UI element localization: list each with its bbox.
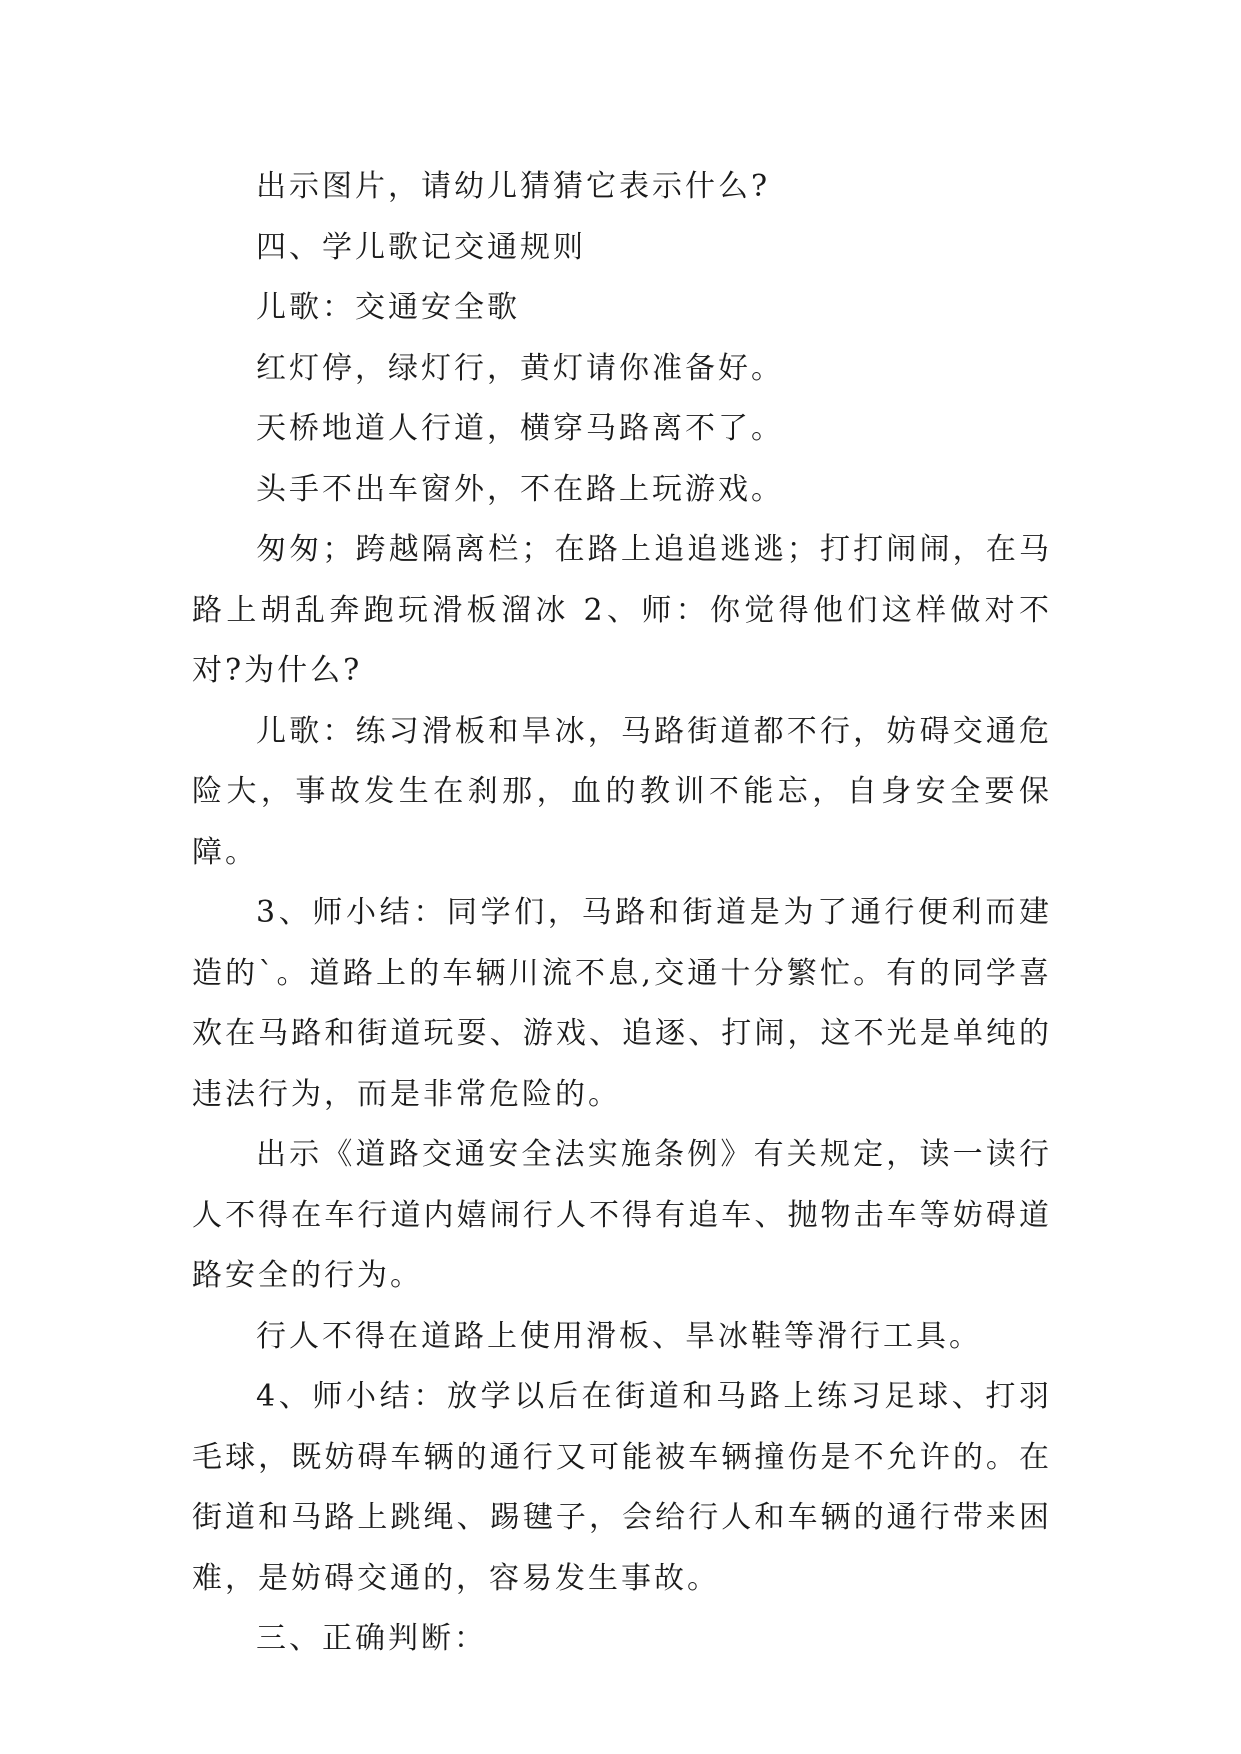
paragraph: 儿歌：交通安全歌 — [256, 290, 520, 325]
paragraph: 行人不得在道路上使用滑板、旱冰鞋等滑行工具。 — [256, 1318, 982, 1354]
paragraph: 天桥地道人行道，横穿马路离不了。 — [256, 411, 784, 446]
paragraph: 3、师小结：同学们，马路和街道是为了通行便利而建造的`。道路上的车辆川流不息,交通十分繁忙。有的同学喜欢在马路和街道玩耍、游戏、追逐、打闹，这不光是单纯的违法行为，而是非常危险的。 — [192, 895, 1052, 1112]
paragraph: 红灯停，绿灯行，黄灯请你准备好。 — [256, 350, 784, 386]
paragraph: 儿歌：练习滑板和旱冰，马路街道都不行，妨碍交通危险大，事故发生在刹那，血的教训不能忘，自身安全要保障。 — [192, 713, 1052, 870]
section-heading: 三、正确判断： — [256, 1621, 487, 1656]
paragraph: 4、师小结：放学以后在街道和马路上练习足球、打羽毛球，既妨碍车辆的通行又可能被车辆撞伤是不允许的。在街道和马路上跳绳、踢毽子，会给行人和车辆的通行带来困难，是妨碍交通的，容易发生事故。 — [192, 1379, 1052, 1596]
paragraph: 头手不出车窗外，不在路上玩游戏。 — [256, 471, 784, 507]
section-heading: 四、学儿歌记交通规则 — [256, 229, 586, 265]
paragraph: 匆匆；跨越隔离栏；在路上追追逃逃；打打闹闹，在马路上胡乱奔跑玩滑板溜冰 2、师：你觉得他们这样做对不对?为什么? — [192, 532, 1052, 688]
document-body — [192, 157, 1052, 1670]
paragraph: 出示图片，请幼儿猜猜它表示什么? — [256, 169, 771, 204]
paragraph: 出示《道路交通安全法实施条例》有关规定，读一读行人不得在车行道内嬉闹行人不得有追车、抛物击车等妨碍道路安全的行为。 — [192, 1137, 1052, 1293]
